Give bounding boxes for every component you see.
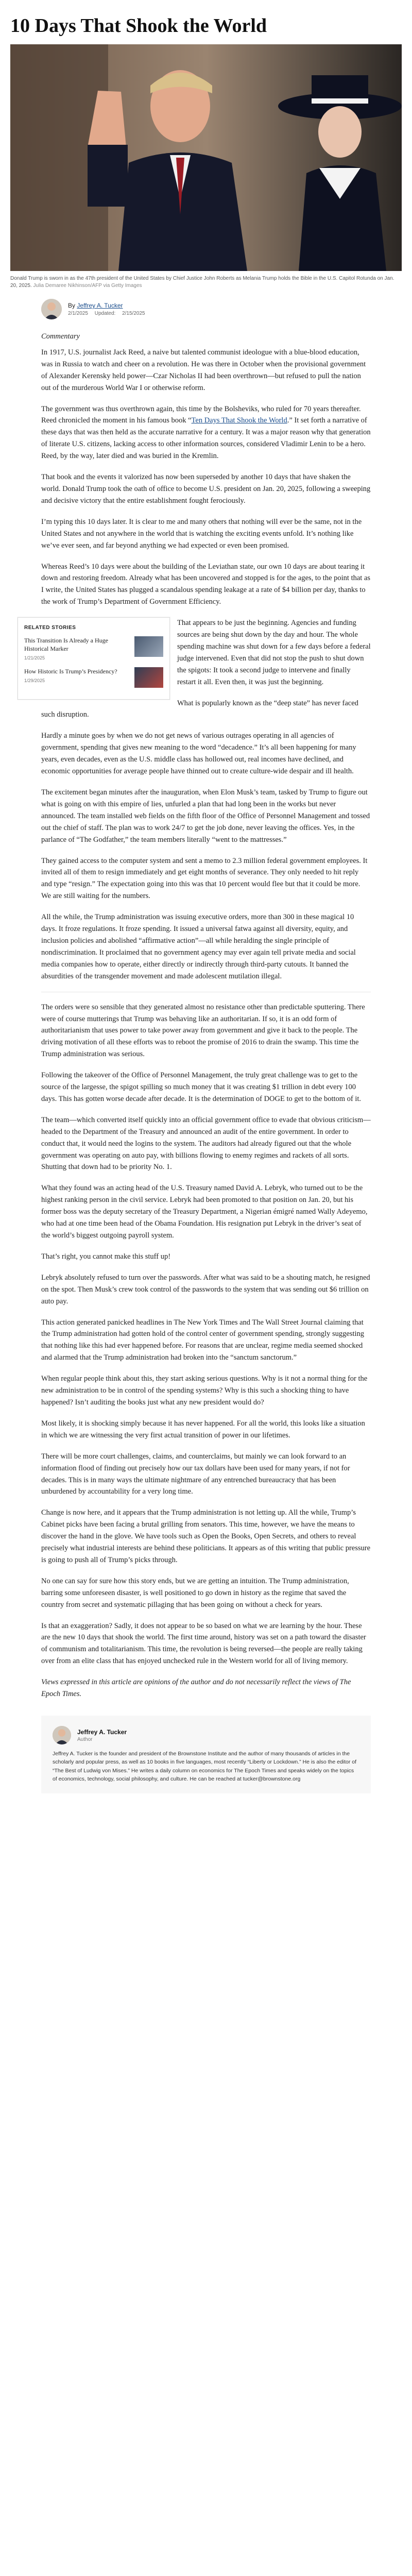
paragraph: When regular people think about this, they start asking serious questions. Why is it not a normal thing for the new administration to be in control of the spending systems? Why is this such a shocking thing to have happened? Isn’t auditing the books just what any new president would do? <box>41 1375 368 1406</box>
hero-caption <box>10 275 402 290</box>
paragraph: There will be more court challenges, claims, and counterclaims, but mainly we can look forward to an information flood of finding out precisely how our tax dollars have been used for many years, if not for decades. This is in many ways the ultimate nightmare of any entrenched bureaucracy that has been unburdened by accountability for a very long time. <box>41 1452 350 1496</box>
paragraph-text: .” It set forth a narrative of these days that was then held as the accurate narrative for a century. It was a major reason why that generation of literate U.S. citizens, lacking access to other information sources, considered Vladimir Lenin to be a hero. Reed, by the way, later died and was buried in the Kremlin. <box>41 416 371 461</box>
paragraph: This action generated panicked headlines in The New York Times and The Wall Street Journal claiming that the Trump administration had gotten hold of the control center of government spending, strongly suggesting that nothing like this had ever happened before. For reasons that are unclear, regime media seemed shocked and alarmed that the Trump administration had broken into the “sanctum sanctorum.” <box>41 1318 365 1362</box>
paragraph: The excitement began minutes after the inauguration, when Elon Musk’s team, tasked by Trump to figure out what is going on with this empire of lies, unfurled a plan that had long been in the works but never announced. The team installed web fields on the fifth floor of the Office of Personnel Management and tossed out the chief of staff. The plan was to work 24/7 to get the job done, never leaving the offices. Yes, in the parlance of “The Godfather,” the team members literally “went to the mattresses.” <box>41 788 370 844</box>
article-body <box>24 331 371 1700</box>
related-stories <box>18 617 170 699</box>
author-box-name[interactable]: Jeffrey A. Tucker <box>77 1728 127 1736</box>
paragraph: All the while, the Trump administration was issuing executive orders, more than 300 in these magical 10 days. It froze regulations. It froze spending. It issued a universal fatwa against all diversity, equity, and inclusion policies and abolished “affirmative action”—all while heralding the single principle of nondiscrimination. It proclaimed that no government agency may ever again tell private media and social media companies how to operate, either directly or indirectly through third-party cutouts. It banned the absurdities of the transgender movement and made adolescent mutilation illegal. <box>41 913 356 980</box>
related-item-date: 1/21/2025 <box>24 655 45 661</box>
author-avatar-image <box>53 1726 71 1744</box>
author-bio: Jeffrey A. Tucker is the founder and president of the Brownstone Institute and the author of many thousands of articles in the scholarly and popular press, as well as 10 books in five languages, most recently “Liberty or Lockdown.” He is also the editor of “The Best of Ludwig von Mises.” He writes a daily column on economics for The Epoch Times and speaks widely on the topics of economics, technology, social philosophy, and culture. He can be reached at tucker@brownstone.org <box>53 1751 357 1782</box>
paragraph: Following the takeover of the Office of Personnel Management, the truly great challenge was to get to the source of the largesse, the spigot spilling so much money that it was creating $1 trillion in debt every 100 days. This has gotten worse decade after decade. It is the determination of DOGE to get to the bottom of it. <box>41 1071 362 1103</box>
author-box-role: Author <box>77 1736 93 1742</box>
paragraph: Change is now here, and it appears that the Trump administration is not letting up. All the while, Trump’s Cabinet picks have been facing a brutal grilling from senators. This time, however, we have the means to discover the hand in the glove. We have tools such as Open the Books, Open Secrets, and others to reveal precisely what industrial interests are behind these politicians. It appears as of this writing that public pressure is going to push all of Trump’s picks through. <box>41 1509 371 1564</box>
paragraph: Is that an exaggeration? Sadly, it does not appear to be so based on what we are learning by the hour. These are the new 10 days that shook the world. The first time around, history was set on a path toward the disaster of communism and totalitarianism. This time, the revolution is being reversed—the people are really taking over from an elite class that has enjoyed unchecked rule in the Western world for all of living memory. <box>41 1621 366 1666</box>
paragraph: What is popularly known as the “deep state” has never faced such disruption. <box>41 699 358 719</box>
paragraph: They gained access to the computer system and sent a memo to 2.3 million federal government employees. It invited all of them to resign immediately and get eight months of severance. They only needed to hit reply and type “resign.” The expectation going into this was that 10 percent would flee but that it could be more. We are still waiting for the numbers. <box>41 856 368 901</box>
paragraph: In 1917, U.S. journalist Jack Reed, a naive but talented communist ideologue with a blue-blood education, was in Russia to watch and cheer on a revolution. He was there in October when the provisional government of Alexander Kerensky held power—Czar Nicholas II had been overthrown—but refused to pull the nation out of the murderous World War I or otherwise reform. <box>41 348 366 392</box>
author-box <box>41 1716 371 1793</box>
related-item-title[interactable]: This Transition Is Already a Huge Historical Marker <box>24 636 108 653</box>
paragraph: The orders were so sensible that they generated almost no resistance other than predictable sputtering. There were of course mutterings that Trump was behaving like an authoritarian. If so, it is an odd form of authoritarianism that uses power to take power away from government and give it back to the people. The driving motivation of all these efforts was to reboot the promise of 2016 to drain the swamp. This time the Trump administration was serious. <box>41 1003 365 1059</box>
hero-caption-text: Donald Trump is sworn in as the 47th president of the United States by Chief Justice John Roberts as Melania Trump holds the Bible in the U.S. Capitol Rotunda on Jan. 20, 2025. <box>10 276 394 289</box>
disclaimer: Views expressed in this article are opinions of the author and do not necessarily reflect the views of The Epoch Times. <box>41 1678 351 1699</box>
related-heading: RELATED STORIES <box>24 625 76 631</box>
paragraph: I’m typing this 10 days later. It is clear to me and many others that nothing will ever be the same, not in the United States and not anywhere in the world that is watching the exciting events unfold. It’s nothing like we’ve ever seen, and far beyond anything we had expected or even been promised. <box>41 517 362 550</box>
related-item-thumbnail[interactable] <box>134 667 163 688</box>
related-item-title[interactable]: How Historic Is Trump’s Presidency? <box>24 667 117 675</box>
author-avatar-image <box>41 299 62 319</box>
paragraph: Whereas Reed’s 10 days were about the building of the Leviathan state, our own 10 days are about tearing it down and restoring freedom. Already what has been uncovered and stopped is for the ages, to the point that as I write, the United States has plugged a scandalous spending leakage at a rate of $4 billion per day, thanks to the work of Trump’s Department of Government Efficiency. <box>41 562 371 606</box>
related-item-date: 1/29/2025 <box>24 677 45 683</box>
updated-date: 2/15/2025 <box>122 311 145 316</box>
byline-author-line <box>68 302 150 309</box>
author-box-avatar[interactable] <box>53 1726 71 1744</box>
paragraph-text: The government was thus overthrown again, this time by the Bolsheviks, who ruled for 70 years thereafter. Reed chronicled the moment in his famous book “ <box>41 404 361 425</box>
paragraph: That appears to be just the beginning. Agencies and funding sources are being shut down by the day and hour. The whole spending machine was shut down for a few days before a federal judge intervened. Even that did not stop the push to shut down the spigots: It took a second judge to intervene and finally restart it all. Even then, it was just the beginning. <box>177 619 371 686</box>
paragraph: That’s right, you cannot make this stuff up! <box>41 1252 171 1261</box>
paragraph: No one can say for sure how this story ends, but we are getting an intuition. The Trump administration, barring some unforeseen disaster, is well positioned to go down in history as the regime that saved the country from secret and systematic pillaging that has been going on without a check for years. <box>41 1577 349 1609</box>
related-item-thumbnail[interactable] <box>134 636 163 657</box>
paragraph: The team—which converted itself quickly into an official government office to evade that obvious criticism—headed to the Department of the Treasury and announced an audit of the entire government. In order to conduct that, it would need the logins to the system. The auditors had already figured out that the whole government was operating on auto pay, with billions flowing to enemy regimes and rackets of all sorts. Shutting that down had to be priority No. 1. <box>41 1115 371 1172</box>
paragraph: What they found was an acting head of the U.S. Treasury named David A. Lebryk, who turned out to be the highest ranking person in the civil service. Lebryk had been promoted to that position on Jan. 20, but his former boss was the deputy secretary of the Treasury Department, a Nigerian émigré named Wally Adeyemo, who had at one time been head of the Obama Foundation. His resignation put Lebryk in the driver’s seat of the world’s biggest outgoing payroll system. <box>41 1184 368 1240</box>
book-link[interactable]: Ten Days That Shook the World <box>191 416 287 425</box>
byline-prefix: By <box>68 302 76 309</box>
paragraph-with-link <box>41 403 371 463</box>
author-box-header <box>53 1726 359 1744</box>
hero-image <box>10 44 402 271</box>
paragraph: Most likely, it is shocking simply because it has never happened. For all the world, this looks like a situation in which we are witnessing the very first actual transition of power in our lifetimes. <box>41 1419 365 1439</box>
paragraph: Lebryk absolutely refused to turn over the passwords. After what was said to be a shouting match, he resigned on the spot. Then Musk’s crew took control of the passwords to the system that was sending out $6 trillion on auto pay. <box>41 1273 370 1306</box>
article-title: 10 Days That Shook the World <box>10 15 267 37</box>
author-link[interactable]: Jeffrey A. Tucker <box>77 302 123 309</box>
related-item[interactable] <box>24 667 163 688</box>
related-item[interactable] <box>24 636 163 662</box>
hero-credit: Julia Demaree Nikhinson/AFP via Getty Images <box>33 283 142 289</box>
byline-dates <box>68 311 150 316</box>
section-label: Commentary <box>41 332 80 341</box>
updated-label: Updated: <box>94 311 116 316</box>
hero-photo-illustration <box>10 44 402 271</box>
paragraph: Hardly a minute goes by when we do not get news of various outrages operating in all agencies of government, spending that gives new meaning to the word “decadence.” It’s all been happening for many years, even decades, even as the U.S. middle class has hollowed out, real incomes have declined, and economic opportunities for average people have thinned out to create culture-wide despair and ill health. <box>41 732 356 776</box>
paragraph: That book and the events it valorized has now been superseded by another 10 days that have shaken the world. Donald Trump took the oath of office to become U.S. president on Jan. 20, 2025, following a sweeping and decisive victory that the entire establishment fought ferociously. <box>41 473 371 505</box>
byline <box>41 299 412 319</box>
published-date: 2/1/2025 <box>68 311 88 316</box>
author-avatar[interactable] <box>41 299 62 319</box>
